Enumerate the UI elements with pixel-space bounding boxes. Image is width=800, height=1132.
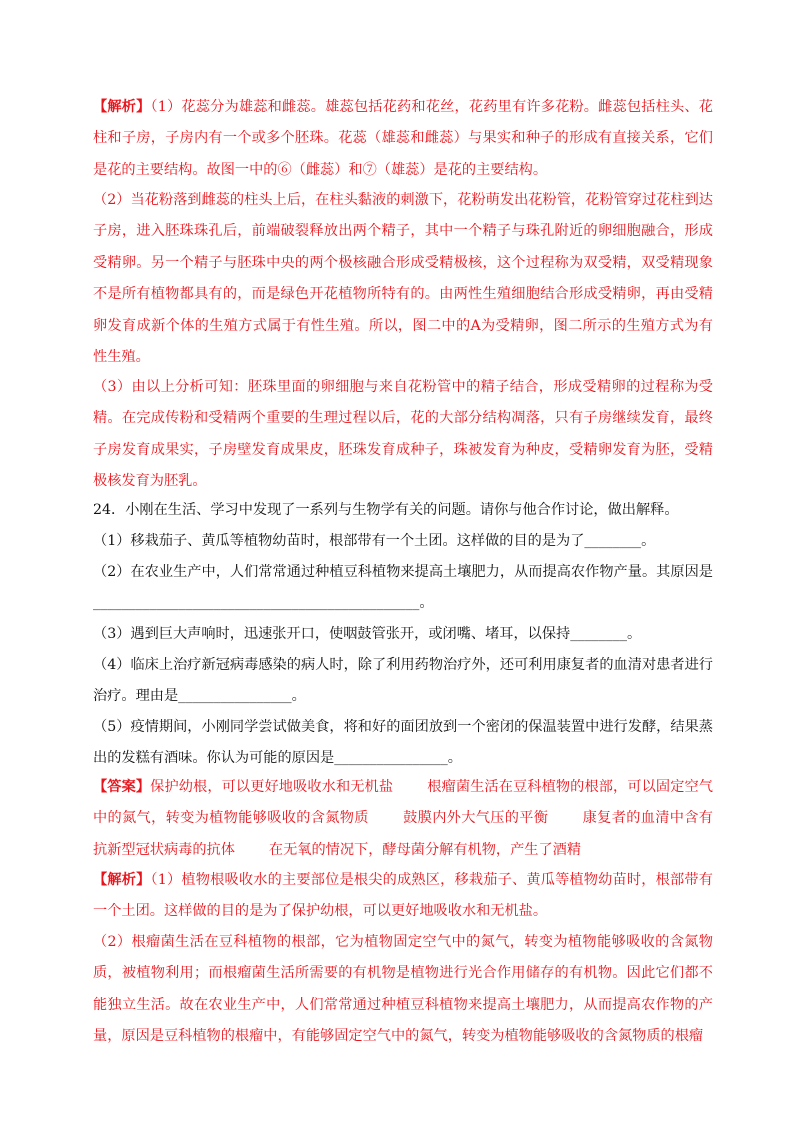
analysis-text: （1）花蕊分为雄蕊和雌蕊。雄蕊包括花药和花丝，花药里有许多花粉。雌蕊包括柱头、花柱和子房，子房内有一个或多个胚珠。花蕊（雄蕊和雌蕊）与果实和种子的形成有直接关系，它们是花的主要结构。故图一中的⑥（雌蕊）和⑦（雄蕊）是花的主要结构。 bbox=[93, 99, 713, 178]
analysis-text: （2）当花粉落到雌蕊的柱头上后，在柱头黏液的刺激下，花粉萌发出花粉管，花粉管穿过花柱到达子房，进入胚珠珠孔后，前端破裂释放出两个精子，其中一个精子与珠孔附近的卵细胞融合，形成受精卵。另一个精子与胚珠中央的两个极核融合形成受精极核，这个过程称为双受精，双受精现象不是所有植物都具有的，而是绿色开花植物所特有的。由两性生殖细胞结合形成受精卵，再由受精卵发育成新个体的生殖方式属于有性生殖。所以，图二中的A为受精卵，图二所示的生殖方式为有性生殖。 bbox=[93, 192, 713, 366]
analysis-2-paragraph-1 bbox=[93, 865, 713, 928]
answer-tag: 【答案】 bbox=[93, 779, 151, 795]
answer-1: 保护幼根，可以更好地吸收水和无机盐 bbox=[150, 779, 394, 795]
analysis-2-paragraph-2 bbox=[93, 927, 713, 1053]
analysis-paragraph-2 bbox=[93, 185, 713, 373]
question-24-sub-2: （2）在农业生产中，人们常常通过种植豆科植物来提高土壤肥力，从而提高农作物产量。其原因是______________________________________________。 bbox=[93, 564, 713, 612]
analysis-tag: 【解析】 bbox=[93, 99, 151, 115]
question-24-sub-1: （1）移栽茄子、黄瓜等植物幼苗时，根部带有一个土团。这样做的目的是为了________。 bbox=[93, 533, 656, 549]
analysis-text: （1）植物根吸收水的主要部位是根尖的成熟区，移栽茄子、黄瓜等植物幼苗时，根部带有一个土团。这样做的目的是为了保护幼根，可以更好地吸收水和无机盐。 bbox=[93, 872, 713, 920]
answer-3: 鼓膜内外大气压的平衡 bbox=[402, 810, 549, 827]
question-24-sub-3: （3）遇到巨大声响时，迅速张开口，使咽鼓管张开，或闭嘴、堵耳，以保持________。 bbox=[93, 626, 642, 642]
analysis-tag: 【解析】 bbox=[93, 872, 151, 888]
answer-2: 根瘤菌生活在豆科植物的根部，可以固定空气中的氮气，转变为植物能够吸收的含氮物质 bbox=[93, 779, 713, 827]
question-24-sub-5: （5）疫情期间，小刚同学尝试做美食，将和好的面团放到一个密闭的保温装置中进行发酵，结果蒸出的发糕有酒味。你认为可能的原因是________________。 bbox=[93, 719, 713, 767]
question-24-stem: 24．小刚在生活、学习中发现了一系列与生物学有关的问题。请你与他合作讨论，做出解释。 bbox=[93, 502, 679, 518]
analysis-paragraph-1 bbox=[93, 92, 713, 186]
analysis-paragraph-3 bbox=[93, 372, 713, 498]
question-24-sub-4: （4）临床上治疗新冠病毒感染的病人时，除了利用药物治疗外，还可利用康复者的血清对患者进行治疗。理由是________________。 bbox=[93, 657, 713, 705]
analysis-text: （3）由以上分析可知：胚珠里面的卵细胞与来自花粉管中的精子结合，形成受精卵的过程称为受精。在完成传粉和受精两个重要的生理过程以后，花的大部分结构凋落，只有子房继续发育，最终子房发育成果实，子房壁发育成果皮，胚珠发育成种子，珠被发育为种皮，受精卵发育为胚，受精极核发育为胚乳。 bbox=[93, 379, 713, 490]
answer-5: 在无氧的情况下，酵母菌分解有机物，产生了酒精 bbox=[268, 841, 582, 858]
analysis-text: （2）根瘤菌生活在豆科植物的根部，它为植物固定空气中的氮气，转变为植物能够吸收的含氮物质，被植物利用；而根瘤菌生活所需要的有机物是植物进行光合作用储存的有机物。因此它们都不能独立生活。故在农业生产中，人们常常通过种植豆科植物来提高土壤肥力，从而提高农作物的产量，原因是豆科植物的根瘤中，有能够固定空气中的氮气，转变为植物能够吸收的含氮物质的根瘤 bbox=[93, 934, 713, 1045]
answer-4: 康复者的血清中含有抗新型冠状病毒的抗体 bbox=[93, 810, 713, 858]
answer-paragraph bbox=[93, 772, 713, 866]
